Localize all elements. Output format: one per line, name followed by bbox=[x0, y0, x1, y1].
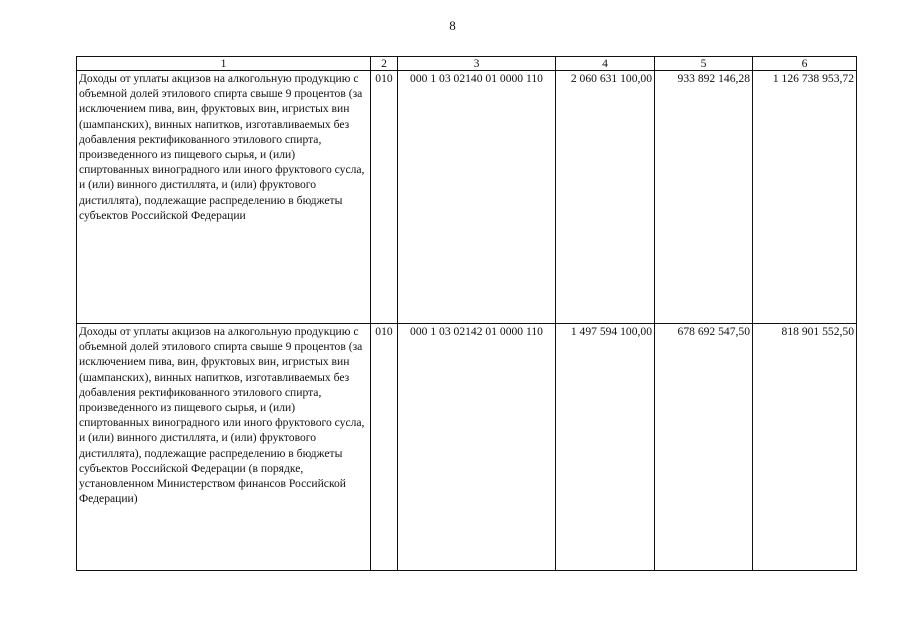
column-header-3: 3 bbox=[398, 57, 556, 71]
table-row bbox=[77, 324, 857, 571]
column-4-value-cell: 2 060 631 100,00 bbox=[556, 71, 655, 324]
column-header-4: 4 bbox=[556, 57, 655, 71]
budget-classification-code-cell: 000 1 03 02140 01 0000 110 bbox=[398, 71, 556, 324]
column-4-value-cell: 1 497 594 100,00 bbox=[556, 324, 655, 571]
table-header-row bbox=[77, 57, 857, 71]
column-6-value-cell: 818 901 552,50 bbox=[753, 324, 857, 571]
column-header-1: 1 bbox=[77, 57, 371, 71]
page-number: 8 bbox=[449, 18, 456, 33]
column-5-value-cell: 678 692 547,50 bbox=[655, 324, 753, 571]
budget-table bbox=[76, 56, 857, 571]
line-code-cell: 010 bbox=[371, 324, 398, 571]
income-name-cell: Доходы от уплаты акцизов на алкогольную продукцию с объемной долей этилового спирта свыше 9 процентов (за исключением пива, вин, фруктовых вин, игристых вин (шампанских), винных напитков, изготавливаемых без добавления ректификованного этилового спирта, произведенного из пищевого сырья, и (или) спиртованных виноградного или иного фруктового сусла, и (или) винного дистиллята, и (или) фруктового дистиллята), подлежащие распределению в бюджеты субъектов Российской Федерации (в порядке, установленном Министерством финансов Российской Федерации) bbox=[77, 324, 371, 571]
column-header-2: 2 bbox=[371, 57, 398, 71]
column-header-5: 5 bbox=[655, 57, 753, 71]
column-6-value-cell: 1 126 738 953,72 bbox=[753, 71, 857, 324]
income-name-cell: Доходы от уплаты акцизов на алкогольную продукцию с объемной долей этилового спирта свыше 9 процентов (за исключением пива, вин, фруктовых вин, игристых вин (шампанских), винных напитков, изготавливаемых без добавления ректификованного этилового спирта, произведенного из пищевого сырья, и (или) спиртованных виноградного или иного фруктового сусла, и (или) винного дистиллята, и (или) фруктового дистиллята), подлежащие распределению в бюджеты субъектов Российской Федерации bbox=[77, 71, 371, 324]
column-header-6: 6 bbox=[753, 57, 857, 71]
column-5-value-cell: 933 892 146,28 bbox=[655, 71, 753, 324]
budget-classification-code-cell: 000 1 03 02142 01 0000 110 bbox=[398, 324, 556, 571]
line-code-cell: 010 bbox=[371, 71, 398, 324]
table-row bbox=[77, 71, 857, 324]
